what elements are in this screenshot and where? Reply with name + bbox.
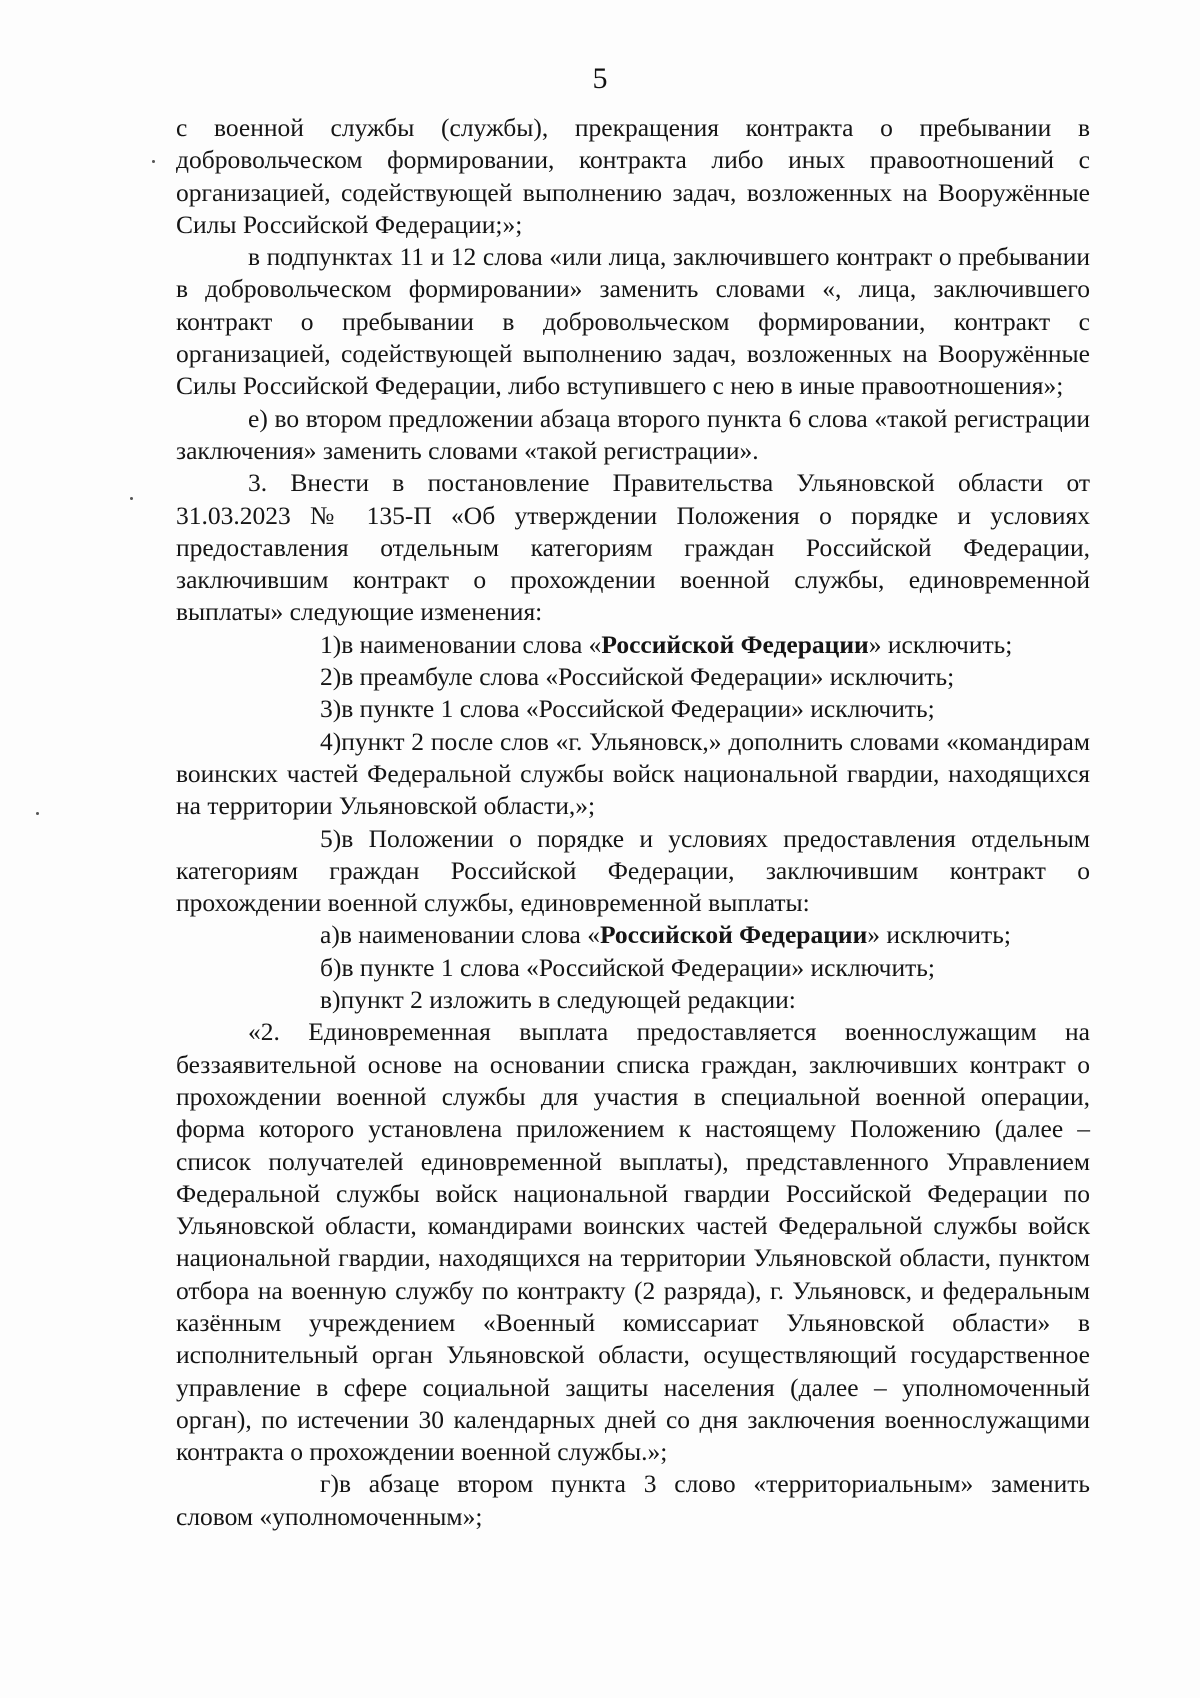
- item-number: 5): [320, 823, 342, 853]
- list-item: [176, 952, 1090, 984]
- item-text: в наименовании слова «: [339, 920, 600, 950]
- item-number: 3): [320, 694, 342, 724]
- item-text: в пункте 1 слова «Российской Федерации» исключить;: [341, 694, 935, 724]
- item-text: в пункте 1 слова «Российской Федерации» исключить;: [341, 952, 935, 982]
- scan-speck: [152, 160, 155, 163]
- item-text: в Положении о порядке и условиях предоставления отдельным категориям граждан Российской Федерации, заключившим контракт о прохождении военной службы, единовременной выплаты:: [176, 823, 1090, 918]
- item-number: в): [320, 985, 341, 1015]
- item-text: » исключить;: [867, 920, 1011, 950]
- paragraph: с военной службы (службы), прекращения контракта о пребывании в добровольческом формировании, контракта либо иных правоотношений с организацией, содействующей выполнению задач, возложенных на Вооружённые Силы Российской Федерации;»;: [176, 113, 1090, 239]
- item-text: в наименовании слова «: [341, 629, 602, 659]
- item-text: в преамбуле слова «Российской Федерации» исключить;: [341, 662, 955, 692]
- list-item: [176, 661, 1090, 693]
- paragraph: 3. Внести в постановление Правительства Ульяновской области от 31.03.2023 № 135-П «Об утверждении Положения о порядке и условиях предоставления отдельным категориям граждан Российской Федерации, заключившим контракт о прохождении военной службы, единовременной выплаты» следующие изменения:: [176, 468, 1090, 627]
- list-item: [176, 823, 1090, 920]
- item-text: » исключить;: [868, 629, 1013, 659]
- item-number: 1): [320, 629, 342, 659]
- scan-speck: [130, 497, 133, 500]
- item-number: г): [320, 1469, 339, 1499]
- item-number: 4): [320, 726, 342, 756]
- item-text: пункт 2 изложить в следующей редакции:: [340, 985, 796, 1015]
- paragraph: «2. Единовременная выплата предоставляется военнослужащим на беззаявительной основе на основании списка граждан, заключивших контракт о прохождении военной службы для участия в специальной военной операции, форма которого установлена приложением к настоящему Положению (далее – список получателей единовременной выплаты), представленного Управлением Федеральной службы войск национальной гвардии Российской Федерации по Ульяновской области, командирами воинских частей Федеральной службы войск национальной гвардии, находящихся на территории Ульяновской области, пунктом отбора на военную службу по контракту (2 разряда), г. Ульяновск, и федеральным казённым учреждением «Военный комиссариат Ульяновской области» в исполнительный орган Ульяновской области, осуществляющий государственное управление в сфере социальной защиты населения (далее – уполномоченный орган), по истечении 30 календарных дней со дня заключения военнослужащими контракта о прохождении военной службы.»;: [176, 1017, 1090, 1467]
- paragraph: в подпунктах 11 и 12 слова «или лица, заключившего контракт о пребывании в добровольческом формировании» заменить словами «, лица, заключившего контракт о пребывании в добровольческом формировании, контракт с организацией, содействующей выполнению задач, возложенных на Вооружённые Силы Российской Федерации, либо вступившего с нею в иные правоотношения»;: [176, 242, 1090, 401]
- item-number: 2): [320, 662, 342, 692]
- list-item: [176, 726, 1090, 823]
- list-item: [176, 693, 1090, 725]
- list-item: [176, 984, 1090, 1016]
- item-bold-text: Российской Федерации: [599, 920, 868, 950]
- paragraph: е) во втором предложении абзаца второго пункта 6 слова «такой регистрации заключения» заменить словами «такой регистрации».: [176, 403, 1090, 465]
- item-number: а): [320, 920, 340, 950]
- scan-speck: [36, 812, 39, 815]
- item-number: б): [320, 952, 342, 982]
- item-bold-text: Российской Федерации: [601, 629, 869, 659]
- document-body: [176, 112, 1090, 1533]
- page-number: 5: [592, 62, 608, 95]
- list-item: [176, 1468, 1090, 1533]
- item-text: в абзаце втором пункта 3 слово «территориальным» заменить словом «уполномоченным»;: [176, 1469, 1090, 1531]
- item-text: пункт 2 после слов «г. Ульяновск,» дополнить словами «командирам воинских частей Федеральной службы войск национальной гвардии, находящихся на территории Ульяновской области,»;: [176, 726, 1090, 821]
- list-item: [176, 629, 1090, 661]
- list-item: [176, 919, 1090, 951]
